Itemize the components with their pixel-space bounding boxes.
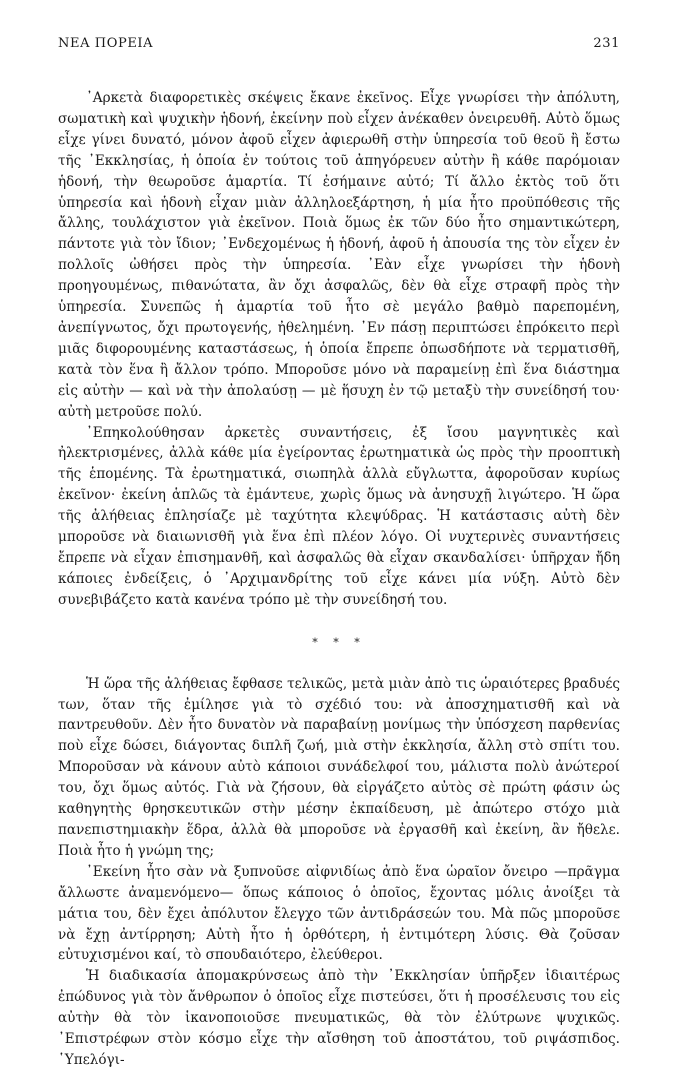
running-header bbox=[58, 36, 620, 56]
paragraph: ᾿Επηκολούθησαν ἀρκετὲς συναντήσεις, ἐξ ἴσου μαγνητικὲς καὶ ἠλεκτρισμένες, ἀλλὰ κάθε μία ἐγείροντας ἐρωτηματικὰ ὡς πρὸς τὴν προοπτικὴ τῆς ἑπομένης. Τὰ ἐρωτηματικά, σιωπηλὰ ἀλλὰ εὔγλωττα, ἀφοροῦσαν κυρίως ἐκεῖνον· ἐκείνη ἁπλῶς τὰ ἐμάντευε, χωρὶς ὅμως νὰ ἀνησυχῇ λιγώτερο. Ἡ ὥρα τῆς ἀλήθειας ἐπλησίαζε μὲ ταχύτητα κλεψύδρας. Ἡ κατάστασις αὐτὴ δὲν μποροῦσε νὰ διαιωνισθῆ γιὰ ἕνα ἐπὶ πλέον λόγο. Οἱ νυχτερινὲς συναντήσεις ἔπρεπε νὰ εἶχαν ἐπισημανθῆ, καὶ ἀσφαλῶς θὰ εἶχαν σκανδαλίσει· ὑπῆρχαν ἤδη κάποιες ἐνδείξεις, ὁ ᾿Αρχιμανδρίτης τοῦ εἶχε κάνει μία νύξη. Αὐτὸ δὲν συνεβιβάζετο κατὰ κανένα τρόπο μὲ τὴν συνείδησή του. bbox=[58, 424, 620, 608]
paragraph: Ἡ ὥρα τῆς ἀλήθειας ἔφθασε τελικῶς, μετὰ μιὰν ἀπὸ τις ὡραιότερες βραδυές των, ὅταν τῆς ἐμίλησε γιὰ τὸ σχέδιό του: νὰ ἀποσχηματισθῆ καὶ νὰ παντρευθοῦν. Δὲν ἦτο δυνατὸν νὰ παραβαίνῃ μονίμως τὴν ὑπόσχεση παρθενίας ποὺ εἶχε δώσει, διάγοντας διπλῆ ζωή, μιὰ στὴν ἐκκλησία, ἄλλη στὸ σπίτι του. Μποροῦσαν νὰ κάνουν αὐτὸ κάποιοι συνάδελφοί του, μάλιστα πολὺ ἀνώτεροί του, ὄχι ὅμως αὐτός. Γιὰ νὰ ζήσουν, θὰ εἰργάζετο αὐτὸς σὲ πρώτη φάσιν ὡς καθηγητὴς θρησκευτικῶν στὴν μέσην ἐκπαίδευση, μὲ ἀπώτερο στόχο μιὰ πανεπιστημιακὴν ἕδρα, ἀλλὰ θὰ μποροῦσε νὰ ἐργασθῆ καὶ ἐκείνη, ἂν ἤθελε. Ποιὰ ἦτο ἡ γνώμη της; bbox=[58, 675, 620, 859]
body-text bbox=[58, 88, 620, 1071]
paragraph: ᾿Εκείνη ἦτο σὰν νὰ ξυπνοῦσε αἰφνιδίως ἀπὸ ἕνα ὡραῖον ὄνειρο —πρᾶγμα ἄλλωστε ἀναμενόμενο— ὅπως κάποιος ὁ ὁποῖος, ἔχοντας μόλις ἀνοίξει τὰ μάτια του, δὲν ἔχει ἀπόλυτον ἔλεγχο τῶν ἀντιδράσεών του. Μὰ πῶς μποροῦσε νὰ ἔχῃ ἀντίρρηση; Αὐτὴ ἦτο ἡ ὀρθότερη, ἡ ἐντιμότερη λύσις. Θὰ ζοῦσαν εὐτυχισμένοι καί, τὸ σπουδαιότερο, ἐλεύθεροι. bbox=[58, 863, 620, 964]
paragraph: ᾿Αρκετὰ διαφορετικὲς σκέψεις ἔκανε ἐκεῖνος. Εἶχε γνωρίσει τὴν ἀπόλυτη, σωματικὴ καὶ ψυχικὴν ἡδονή, ἐκείνην ποὺ εἶχεν ἀνέκαθεν ὀνειρευθῆ. Αὐτὸ ὅμως εἶχε γίνει δυνατό, μόνον ἀφοῦ εἶχεν ἀφιερωθῆ στὴν ὑπηρεσία τοῦ θεοῦ ἢ ἔστω τῆς ᾿Εκκλησίας, ἡ ὁποία ἐν τούτοις τοῦ ἀπηγόρευεν αὐτὴν ἢ κάθε παρόμοιαν ἡδονή, τὴν θεωροῦσε ἁμαρτία. Τί ἐσήμαινε αὐτό; Τί ἄλλο ἐκτὸς τοῦ ὅτι ὑπηρεσία καὶ ἡδονὴ εἶχαν μιὰν ἀλληλοεξάρτηση, ἡ μία ἦτο προϋπόθεσις τῆς ἄλλης, τουλάχιστον γιὰ ἐκεῖνον. Ποιὰ ὅμως ἐκ τῶν δύο ἦτο σημαντικώτερη, πάντοτε γιὰ τὸν ἴδιον; ᾿Ενδεχομένως ἡ ἡδονή, ἀφοῦ ἡ ἀπουσία της τὸν εἶχεν ἐν πολλοῖς ὠθήσει πρὸς τὴν ὑπηρεσία. ᾿Εὰν εἶχε γνωρίσει τὴν ἡδονὴ προηγουμένως, πιθανώτατα, ἂν ὄχι ἀσφαλῶς, δὲν θὰ εἶχε στραφῆ πρὸς τὴν ὑπηρεσία. Συνεπῶς ἡ ἁμαρτία τοῦ ἦτο σὲ μεγάλο βαθμὸ παρεπομένη, ἀνεπίγνωτος, ὄχι πρωτογενής, ἠθελημένη. ᾿Εν πάσῃ περιπτώσει ἐπρόκειτο περὶ μιᾶς διφορουμένης καταστάσεως, ἡ ὁποία ἔπρεπε ὁπωσδήποτε νὰ τερματισθῆ, κατὰ τὸν ἕνα ἢ ἄλλον τρόπο. Μποροῦσε μόνο νὰ παραμείνῃ ἐπὶ ἕνα διάστημα εἰς αὐτὴν — καὶ νὰ τὴν ἀπολαύσῃ — μὲ ἥσυχη ἐν τῷ μεταξὺ τὴν συνείδησή του· αὐτὴ μετροῦσε πολύ. bbox=[58, 90, 620, 420]
running-title: ΝΕΑ ΠΟΡΕΙΑ bbox=[58, 36, 154, 51]
page-number: 231 bbox=[593, 36, 620, 51]
paragraph: Ἡ διαδικασία ἀπομακρύνσεως ἀπὸ τὴν ᾿Εκκλησίαν ὑπῆρξεν ἰδιαιτέρως ἐπώδυνος γιὰ τὸν ἄνθρωπον ὁ ὁποῖος εἶχε πιστεύσει, ὅτι ἡ προσέλευσις του εἰς αὐτὴν θὰ τὸν ἱκανοποιοῦσε πνευματικῶς, θὰ τὸν ἐλύτρωνε ψυχικῶς. ᾿Επιστρέφων στὸν κόσμο εἶχε τὴν αἴσθηση τοῦ ἀποστάτου, τοῦ ριψάσπιδος. ῾Υπελόγι- bbox=[58, 968, 620, 1068]
section-separator: * * * bbox=[312, 635, 366, 649]
